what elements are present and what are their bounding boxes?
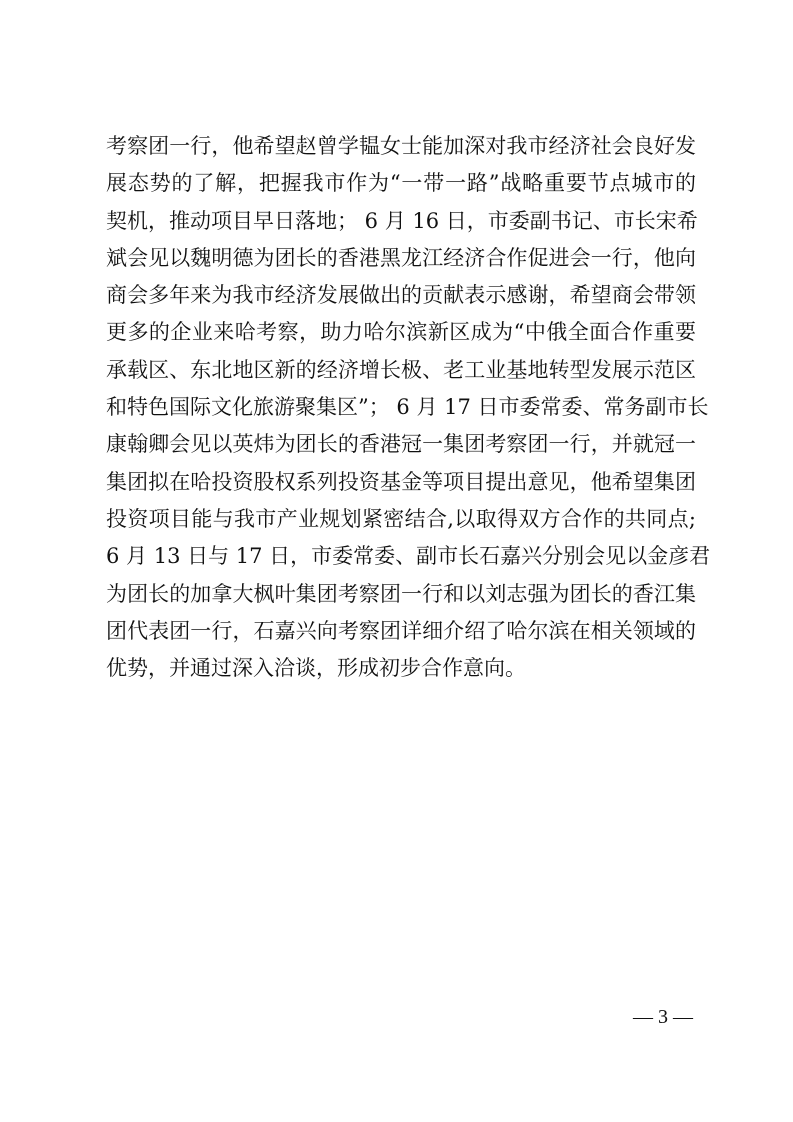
text-line: 考察团一行，他希望赵曾学韫女士能加深对我市经济社会良好发	[106, 134, 696, 158]
body-text	[106, 128, 711, 687]
text-line: 契机，推动项目早日落地； 6 月 16 日，市委副书记、市长宋希	[106, 208, 698, 233]
text-line: 和特色国际文化旅游聚集区”； 6 月 17 日市委常委、常务副市长	[106, 395, 709, 420]
text-line: 优势，并通过深入洽谈，形成初步合作意向。	[106, 656, 526, 681]
text-line: 集团拟在哈投资股权系列投资基金等项目提出意见，他希望集团	[106, 469, 696, 494]
text-line: 团代表团一行，石嘉兴向考察团详细介绍了哈尔滨在相关领域的	[106, 618, 696, 643]
text-line: 更多的企业来哈考察，助力哈尔滨新区成为“中俄全面合作重要	[106, 320, 696, 345]
text-line: 展态势的了解，把握我市作为“一带一路”战略重要节点城市的	[106, 171, 696, 196]
text-line: 斌会见以魏明德为团长的香港黑龙江经济合作促进会一行，他向	[106, 245, 696, 270]
page-number: — 3 —	[633, 1006, 693, 1028]
text-line: 康翰卿会见以英炜为团长的香港冠一集团考察团一行，并就冠一	[106, 432, 696, 457]
text-line: 承载区、东北地区新的经济增长极、老工业基地转型发展示范区	[106, 357, 696, 382]
text-line: 投资项目能与我市产业规划紧密结合,以取得双方合作的共同点;	[106, 506, 696, 531]
text-line: 6 月 13 日与 17 日，市委常委、副市长石嘉兴分别会见以金彦君	[106, 544, 711, 569]
text-line: 商会多年来为我市经济发展做出的贡献表示感谢，希望商会带领	[106, 283, 696, 308]
text-line: 为团长的加拿大枫叶集团考察团一行和以刘志强为团长的香江集	[106, 581, 696, 606]
